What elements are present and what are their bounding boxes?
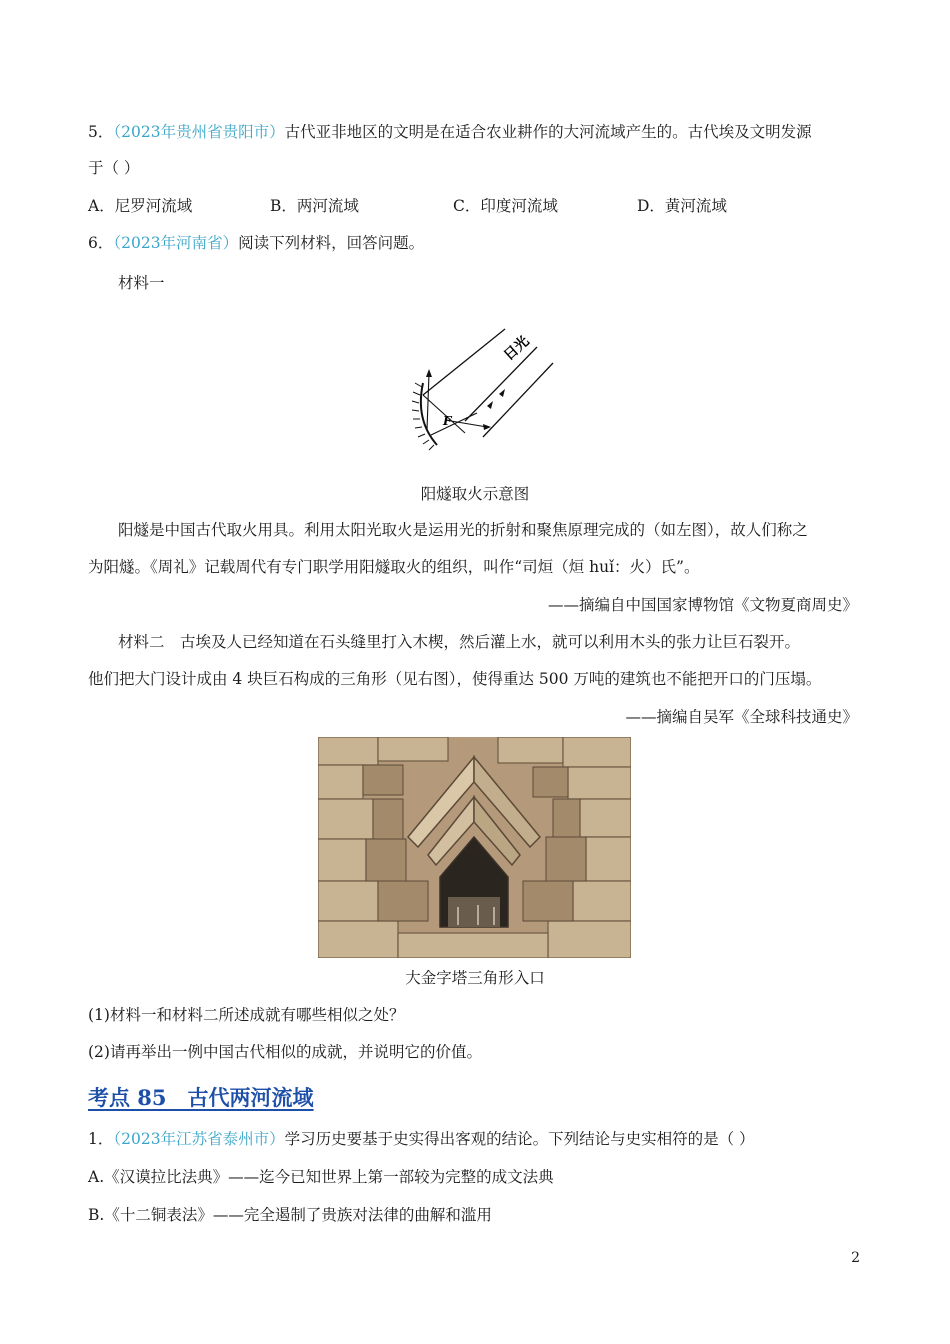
pyramid-entrance-photo xyxy=(318,737,631,958)
q5-stem xyxy=(88,121,812,143)
yangsui-diagram xyxy=(405,325,575,455)
q1-stem xyxy=(88,1128,755,1150)
q5-source: （2023年贵州省贵阳市） xyxy=(113,123,285,141)
page-number: 2 xyxy=(851,1250,860,1266)
q5-option-a: A．尼罗河流域 xyxy=(88,197,193,215)
q5-option-c: C．印度河流域 xyxy=(453,197,558,215)
q6-source: （2023年河南省） xyxy=(113,234,239,252)
sun-label: 日光 xyxy=(500,333,533,364)
q6-text: 阅读下列材料，回答问题。 xyxy=(238,234,425,252)
photo-caption: 大金字塔三角形入口 xyxy=(405,969,545,987)
q5-text: 古代亚非地区的文明是在适合农业耕作的大河流域产生的。古代埃及文明发源 xyxy=(284,123,812,141)
concave-mirror xyxy=(421,383,437,445)
material2-citation: ——摘编自吴军《全球科技通史》 xyxy=(625,708,858,726)
q1-text: 学习历史要基于史实得出客观的结论。下列结论与史实相符的是（ ） xyxy=(284,1130,755,1148)
diagram-caption: 阳燧取火示意图 xyxy=(420,485,530,503)
q6-number: 6． xyxy=(88,234,114,252)
material1-p1: 阳燧是中国古代取火用具。利用太阳光取火是运用光的折射和聚焦原理完成的（如左图），故人们称之 xyxy=(118,521,808,539)
q5-stem-cont: 于（ ） xyxy=(88,159,140,177)
q5-option-d: D．黄河流域 xyxy=(637,197,727,215)
material2-p2: 他们把大门设计成由 4 块巨石构成的三角形（见右图），使得重达 500 万吨的建筑也不能把开口的门压塌。 xyxy=(88,670,822,688)
q5-number: 5． xyxy=(88,123,114,141)
material2-p1: 材料二 古埃及人已经知道在石头缝里打入木楔，然后灌上水，就可以利用木头的张力让巨石裂开。 xyxy=(118,633,801,651)
material1-label: 材料一 xyxy=(118,274,165,292)
material1-p2: 为阳燧。《周礼》记载周代有专门职学用阳燧取火的组织，叫作“司烜（烜 huǐ：火）氏”。 xyxy=(88,558,700,576)
q6-sub2: (2)请再举出一例中国古代相似的成就，并说明它的价值。 xyxy=(88,1043,482,1061)
section-heading: 考点 85 古代两河流域 xyxy=(88,1085,314,1110)
q1-number: 1． xyxy=(88,1130,114,1148)
q6-stem xyxy=(88,232,424,254)
material1-citation: ——摘编自中国国家博物馆《文物夏商周史》 xyxy=(547,596,858,614)
focus-label: F xyxy=(443,414,452,428)
q6-sub1: (1)材料一和材料二所述成就有哪些相似之处？ xyxy=(88,1006,405,1024)
q1-option-a: A.《汉谟拉比法典》——迄今已知世界上第一部较为完整的成文法典 xyxy=(88,1168,554,1186)
q5-option-b: B．两河流域 xyxy=(270,197,359,215)
q1-source: （2023年江苏省泰州市） xyxy=(113,1130,285,1148)
q1-option-b: B.《十二铜表法》——完全遏制了贵族对法律的曲解和滥用 xyxy=(88,1206,492,1224)
